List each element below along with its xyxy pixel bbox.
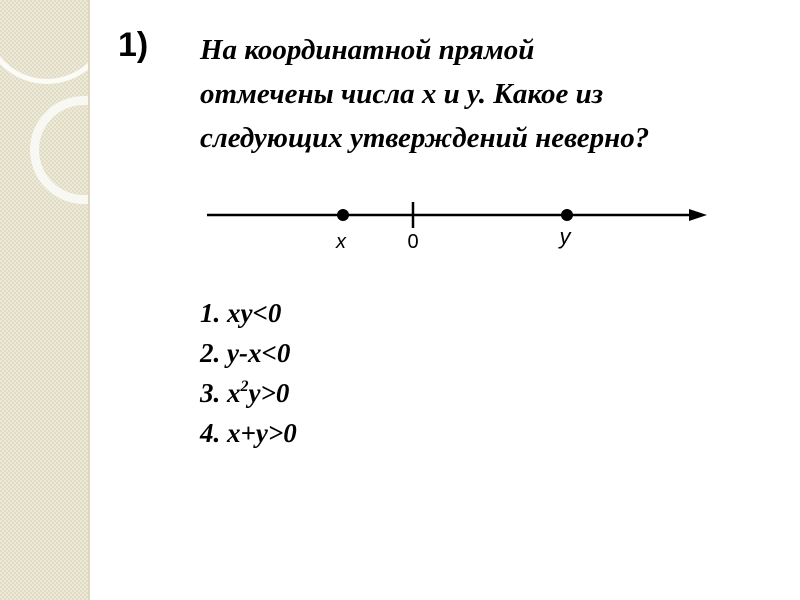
label-x: x [336,231,346,253]
answer-options [200,293,297,453]
option-text-rest: y>0 [248,378,290,408]
question-line: следующих утверждений неверно? [200,122,650,154]
decorative-ring [0,0,88,84]
question-line: На координатной прямой [200,34,535,66]
label-y: y [559,224,571,249]
option-text: x+y>0 [227,418,297,448]
option-number: 2. [200,338,221,368]
point-y [561,209,573,221]
decorative-side-band [0,0,88,600]
label-zero: 0 [407,231,419,253]
option-exponent: 2 [240,378,249,395]
answer-option[interactable] [200,293,297,333]
point-x [337,209,349,221]
decorative-ring [30,96,88,204]
axis-arrow-icon [689,209,707,221]
option-text: y-x<0 [227,338,291,368]
problem-number: 1) [118,26,149,64]
option-text: x [227,378,241,408]
option-number: 4. [200,418,221,448]
question-text [200,28,780,160]
option-text: xy<0 [227,298,282,328]
answer-option[interactable] [200,413,297,453]
option-number: 1. [200,298,221,328]
answer-option[interactable] [200,373,297,413]
answer-option[interactable] [200,333,297,373]
number-line [195,190,715,260]
band-divider [88,0,90,600]
option-number: 3. [200,378,221,408]
question-line: отмечены числа x и y. Какое из [200,78,604,110]
